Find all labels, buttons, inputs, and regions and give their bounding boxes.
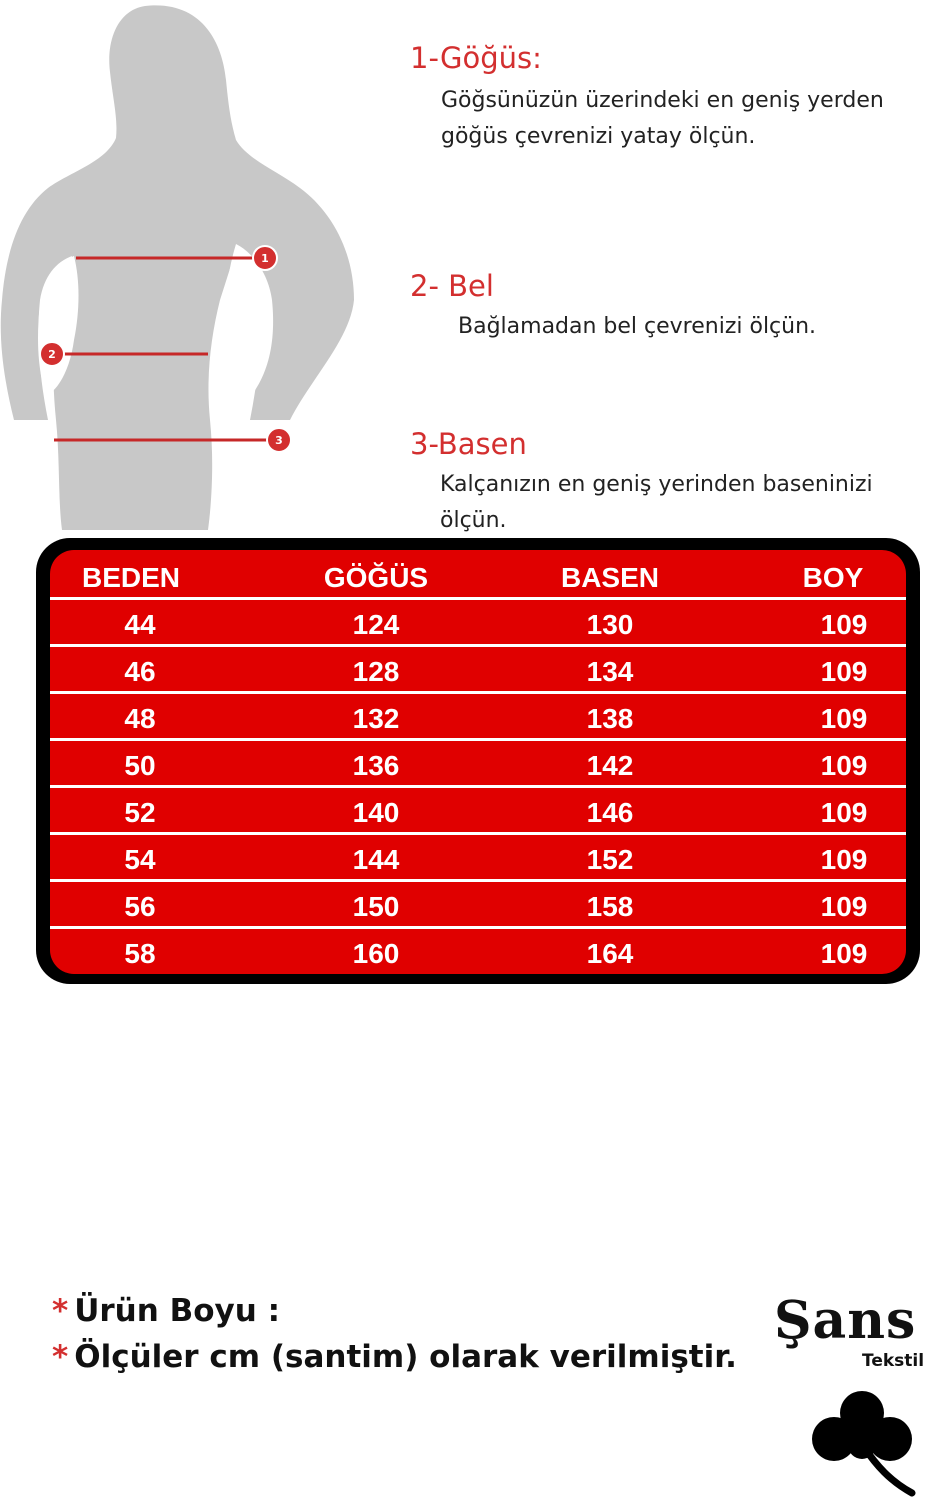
header-boy: BOY xyxy=(802,562,864,593)
note-star: * xyxy=(52,1339,69,1375)
hip-instruction-title: 3-Basen xyxy=(410,427,527,461)
note-text: Ölçüler cm (santim) olarak verilmiştir. xyxy=(74,1339,737,1375)
cell-basen: 130 xyxy=(586,609,634,640)
marker-1-label: 1 xyxy=(261,252,269,265)
chest-instruction-line: Göğsünüzün üzerindeki en geniş yerden xyxy=(441,88,884,113)
silhouette-shape xyxy=(1,5,354,530)
header-basen: BASEN xyxy=(560,562,659,593)
waist-instruction-text xyxy=(458,309,816,345)
cell-gogus: 124 xyxy=(352,609,400,640)
cell-boy: 109 xyxy=(820,703,868,734)
chest-instruction-text xyxy=(441,83,884,155)
waist-instruction-title: 2- Bel xyxy=(410,269,494,303)
note-text: Ürün Boyu : xyxy=(74,1293,281,1329)
cell-boy: 109 xyxy=(820,891,868,922)
chest-instruction-title: 1-Göğüs: xyxy=(410,41,542,75)
cell-basen: 138 xyxy=(586,703,634,734)
brand-subtitle: Tekstil xyxy=(862,1351,925,1371)
notes xyxy=(52,1288,737,1380)
cell-beden: 58 xyxy=(124,938,156,969)
cell-gogus: 144 xyxy=(352,844,400,875)
note-product-length xyxy=(52,1288,737,1334)
cell-boy: 109 xyxy=(820,938,868,969)
table-row xyxy=(50,930,906,974)
hip-instruction xyxy=(410,427,930,539)
cell-basen: 164 xyxy=(586,938,634,969)
clover-icon xyxy=(806,1385,918,1497)
cell-gogus: 140 xyxy=(352,797,400,828)
row-divider xyxy=(50,738,906,741)
header-beden: BEDEN xyxy=(82,562,181,593)
table-row xyxy=(50,742,906,786)
table-header-row xyxy=(50,554,906,598)
row-divider xyxy=(50,832,906,835)
size-table-frame xyxy=(36,538,920,984)
cell-basen: 146 xyxy=(586,797,634,828)
header-gogus: GÖĞÜS xyxy=(323,562,429,593)
cell-gogus: 128 xyxy=(352,656,400,687)
cell-beden: 44 xyxy=(124,609,156,640)
table-row xyxy=(50,789,906,833)
note-star: * xyxy=(52,1293,69,1329)
brand-name: Şans xyxy=(774,1290,917,1351)
cell-basen: 158 xyxy=(586,891,634,922)
cell-beden: 46 xyxy=(124,656,156,687)
hip-instruction-text xyxy=(440,467,930,539)
cell-gogus: 150 xyxy=(352,891,400,922)
cell-basen: 142 xyxy=(586,750,634,781)
cell-gogus: 136 xyxy=(352,750,400,781)
cell-boy: 109 xyxy=(820,797,868,828)
marker-2-label: 2 xyxy=(48,348,56,361)
size-table xyxy=(50,550,906,974)
table-row xyxy=(50,601,906,645)
cell-boy: 109 xyxy=(820,750,868,781)
note-units xyxy=(52,1334,737,1380)
row-divider xyxy=(50,879,906,882)
table-row xyxy=(50,648,906,692)
cell-basen: 134 xyxy=(586,656,634,687)
table-row xyxy=(50,695,906,739)
cell-beden: 48 xyxy=(124,703,156,734)
row-divider xyxy=(50,785,906,788)
cell-beden: 54 xyxy=(124,844,156,875)
row-divider xyxy=(50,644,906,647)
cell-boy: 109 xyxy=(820,844,868,875)
waist-instruction xyxy=(410,269,817,345)
hip-instruction-line: ölçün. xyxy=(440,508,507,533)
row-divider xyxy=(50,926,906,929)
cell-boy: 109 xyxy=(820,656,868,687)
cell-basen: 152 xyxy=(586,844,634,875)
cell-beden: 52 xyxy=(124,797,156,828)
row-divider xyxy=(50,691,906,694)
cell-gogus: 160 xyxy=(352,938,400,969)
table-row xyxy=(50,883,906,927)
cell-boy: 109 xyxy=(820,609,868,640)
cell-beden: 50 xyxy=(124,750,156,781)
table-row xyxy=(50,836,906,880)
body-silhouette-figure xyxy=(0,0,360,535)
chest-instruction-line: göğüs çevrenizi yatay ölçün. xyxy=(441,124,756,149)
cell-beden: 56 xyxy=(124,891,156,922)
chest-instruction xyxy=(410,41,884,155)
row-divider xyxy=(50,597,906,600)
hip-instruction-line: Kalçanızın en geniş yerinden baseninizi xyxy=(440,472,873,497)
waist-instruction-line: Bağlamadan bel çevrenizi ölçün. xyxy=(458,314,817,339)
marker-3-label: 3 xyxy=(275,434,283,447)
cell-gogus: 132 xyxy=(352,703,400,734)
brand-logo xyxy=(770,1290,941,1500)
